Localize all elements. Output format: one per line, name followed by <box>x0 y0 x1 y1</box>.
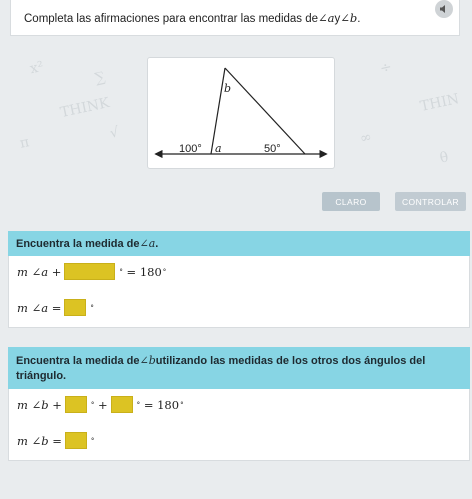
angle-a-symbol: ∠a <box>318 11 335 25</box>
section1-header: Encuentra la medida de ∠a . <box>8 231 470 256</box>
label-100-degrees: 100° <box>179 143 202 155</box>
instruction-card <box>10 0 460 36</box>
triangle-figure <box>147 57 335 169</box>
label-50-degrees: 50° <box>264 143 281 155</box>
section2-header: Encuentra la medida de∠butilizando las medidas de los otros dos ángulos del triángulo. <box>8 347 470 389</box>
answer-box-angle-a[interactable] <box>64 299 86 316</box>
background-decoration: x² THINK ∑ π √ ÷ THIN ∞ θ <box>18 58 461 167</box>
label-b: b <box>224 82 232 95</box>
speaker-icon[interactable] <box>435 0 453 18</box>
section2-body <box>8 389 470 461</box>
triangle-diagram <box>148 58 336 170</box>
answer-box-angle-b[interactable] <box>65 432 87 449</box>
triangle-right-side <box>225 68 305 154</box>
section1-equation2: m ∠a = ° <box>17 300 94 315</box>
check-button[interactable]: CONTROLAR <box>395 192 466 211</box>
answer-box-angle-a-sum[interactable] <box>64 263 115 280</box>
answer-box-angle-b-first[interactable] <box>65 396 87 413</box>
section1-equation1: m ∠a + ° = 180 ° <box>17 264 167 279</box>
label-a: a <box>215 142 222 155</box>
instruction-text: Completa las afirmaciones para encontrar las medidas de∠ay∠b. <box>24 11 361 25</box>
answer-box-angle-b-second[interactable] <box>111 396 133 413</box>
section1-body <box>8 256 470 328</box>
clear-button[interactable]: CLARO <box>322 192 380 211</box>
angle-b-symbol: ∠b <box>340 11 358 25</box>
section2-equation2: m ∠b = ° <box>17 433 95 448</box>
section2-equation1: m ∠b + ° + ° = 180 ° <box>17 397 184 412</box>
